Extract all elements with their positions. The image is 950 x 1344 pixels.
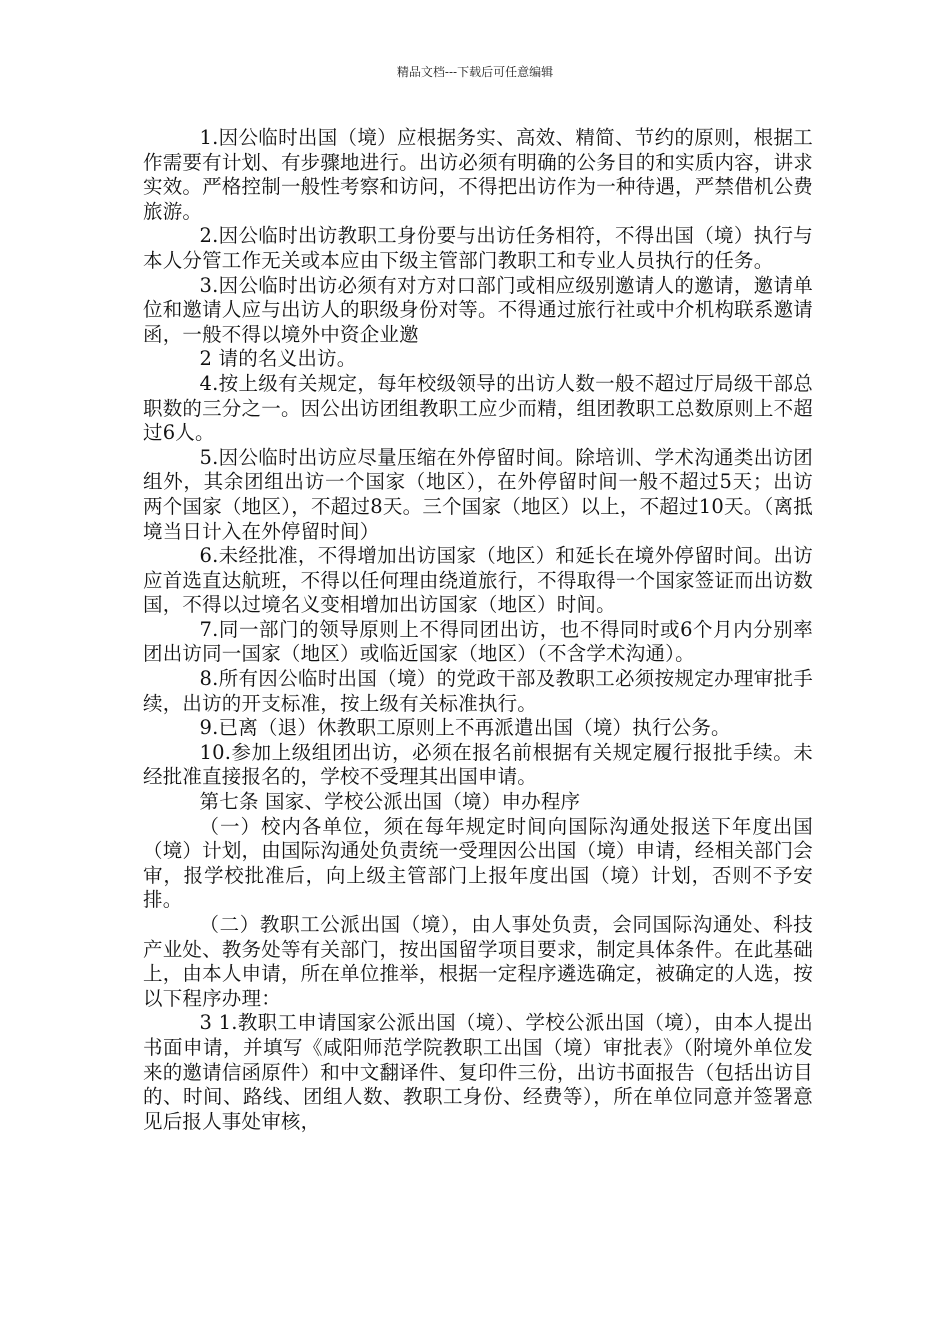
paragraph-6: 6.未经批准，不得增加出访国家（地区）和延长在境外停留时间。出访应首选直达航班，不得以任何理由绕道旅行，不得取得一个国家签证而出访数国，不得以过境名义变相增加出访国家（地区）时间。 — [143, 544, 813, 617]
page-header: 精品文档---下载后可任意编辑 — [396, 65, 554, 79]
paragraph-8: 8.所有因公临时出国（境）的党政干部及教职工必须按规定办理审批手续，出访的开支标准，按上级有关标准执行。 — [143, 667, 813, 715]
article-7-heading: 第七条 国家、学校公派出国（境）申办程序 — [199, 790, 581, 814]
paragraph-7: 7.同一部门的领导原则上不得同团出访，也不得同时或6个月内分别率团出访同一国家（地区）或临近国家（地区）（不含学术沟通）。 — [143, 617, 813, 666]
procedure-1-paragraph: 3 1.教职工申请国家公派出国（境）、学校公派出国（境），由本人提出书面申请，并填写《咸阳师范学院教职工出国（境）审批表》（附境外单位发来的邀请信函原件）和中文翻译件、复印件三份，出访书面报告（包括出访目的、时间、路线、团组人数、教职工身份、经费等），所在单位同意并签署意见后报人事处审核， — [143, 1011, 813, 1133]
document-body — [143, 126, 813, 1134]
paragraph-1: 1.因公临时出国（境）应根据务实、高效、精简、节约的原则，根据工作需要有计划、有步骤地进行。出访必须有明确的公务目的和实质内容，讲求实效。严格控制一般性考察和访问，不得把出访作为一种待遇，严禁借机公费旅游。 — [143, 126, 813, 223]
paragraph-9: 9.已离（退）休教职工原则上不再派遣出国（境）执行公务。 — [199, 716, 731, 740]
section-1-paragraph: （一）校内各单位，须在每年规定时间向国际沟通处报送下年度出国（境）计划，由国际沟通处负责统一受理因公出国（境）申请，经相关部门会审，报学校批准后，向上级主管部门上报年度出国（境）计划，否则不予安排。 — [143, 814, 813, 912]
paragraph-10: 10.参加上级组团出访，必须在报名前根据有关规定履行报批手续。未经批准直接报名的，学校不受理其出国申请。 — [143, 740, 813, 789]
paragraph-2: 2.因公临时出访教职工身份要与出访任务相符，不得出国（境）执行与本人分管工作无关或本应由下级主管部门教职工和专业人员执行的任务。 — [143, 224, 813, 272]
paragraph-3: 3.因公临时出访必须有对方对口部门或相应级别邀请人的邀请，邀请单位和邀请人应与出访人的职级身份对等。不得通过旅行社或中介机构联系邀请函，一般不得以境外中资企业邀 — [143, 273, 813, 346]
section-2-paragraph: （二）教职工公派出国（境），由人事处负责，会同国际沟通处、科技产业处、教务处等有关部门，按出国留学项目要求，制定具体条件。在此基础上，由本人申请，所在单位推举，根据一定程序遴选确定，被确定的人选，按以下程序办理： — [143, 913, 813, 1010]
paragraph-5: 5.因公临时出访应尽量压缩在外停留时间。除培训、学术沟通类出访团组外，其余团组出访一个国家（地区），在外停留时间一般不超过5天；出访两个国家（地区），不超过8天。三个国家（地区）以上，不超过10天。（离抵境当日计入在外停留时间） — [143, 445, 813, 543]
paragraph-3-continued: 2 请的名义出访。 — [199, 347, 357, 371]
paragraph-4: 4.按上级有关规定，每年校级领导的出访人数一般不超过厅局级干部总职数的三分之一。因公出访团组教职工应少而精，组团教职工总数原则上不超过6人。 — [143, 371, 813, 445]
